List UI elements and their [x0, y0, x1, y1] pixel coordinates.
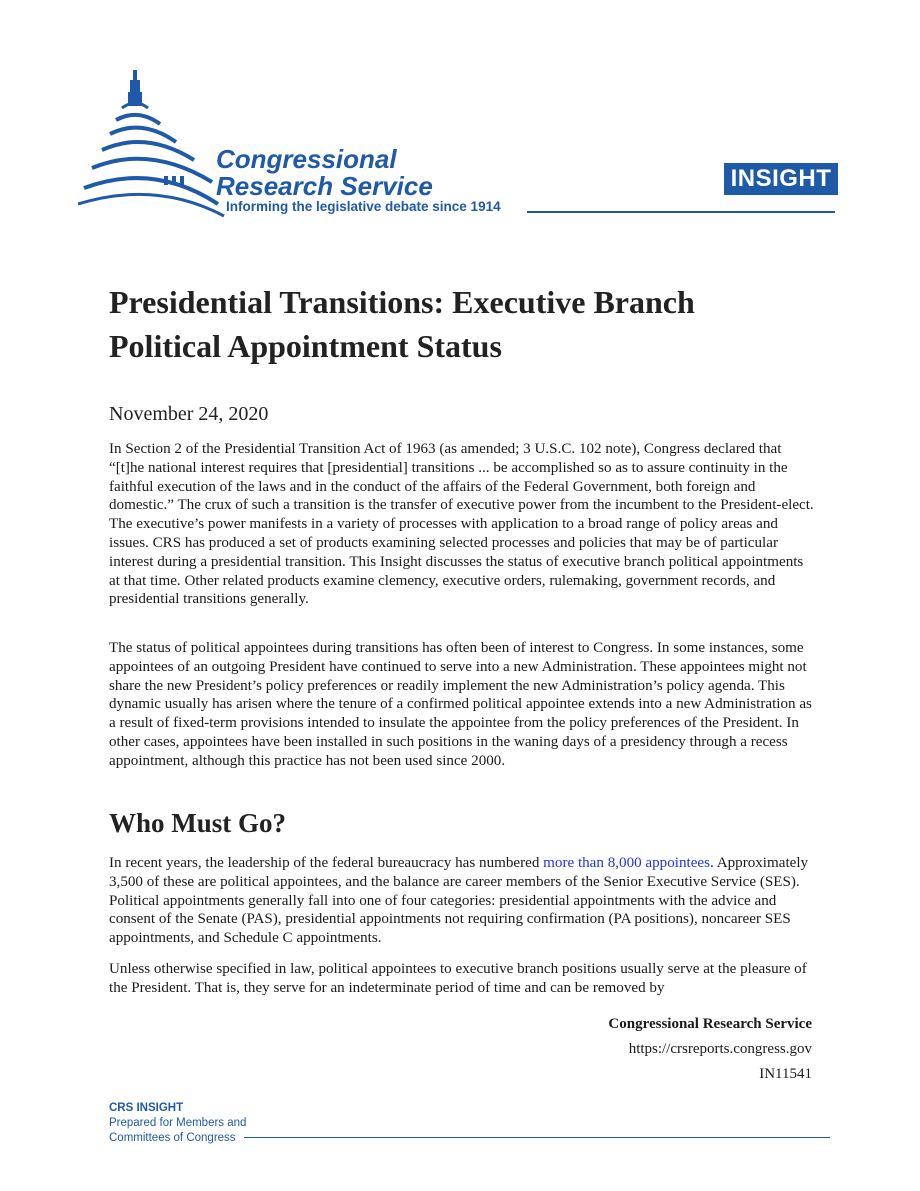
paragraph-text: . Approximately 3,500 of these are political appointees, and the balance are career members of the Senior Executive Service (SES). Political appointments generally fall into one of four categories: presidential appointments with the advice and consent of the Senate (PAS), presidential appointments not requiring confirmation (PA positions), noncareer SES appointments, and Schedule C appointments. — [109, 855, 809, 947]
prepared-line-2: Committees of Congress — [109, 1132, 236, 1144]
series-label: CRS INSIGHT — [109, 1102, 184, 1114]
paragraph-text: In recent years, the leadership of the federal bureaucracy has numbered — [109, 855, 544, 871]
section-heading: Who Must Go? — [109, 808, 287, 838]
footer-series — [109, 1101, 246, 1146]
body-paragraph-2: The status of political appointees during transitions has often been of interest to Congress. In some instances, some appointees of an outgoing President have continued to serve into a new Administration. These appointees might not share the new President’s policy preferences or readily implement the new Administration’s policy agenda. This dynamic usually has arisen where the tenure of a confirmed political appointee extends into a new Administration as a result of fixed-term provisions intended to insulate the appointee from the policy preferences of the President. In other cases, appointees have been installed in such positions in the waning days of a presidency through a recess appointment, although this practice has not been used since 2000. — [109, 640, 812, 769]
org-name-line2: Research Service — [216, 171, 433, 201]
org-tagline: Informing the legislative debate since 1914 — [226, 199, 501, 214]
body-paragraph-1: In Section 2 of the Presidential Transition Act of 1963 (as amended; 3 U.S.C. 102 note), Congress declared that “[t]he national interest requires that [presidential] transitions ... be accomplished so as to assure continuity in the faithful execution of the laws and in the conduct of the affairs of the Federal Government, both foreign and domestic.” The crux of such a transition is the transfer of executive power from the incumbent to the President-elect. The executive’s power manifests in a variety of processes with application to a broad range of policy areas and issues. CRS has produced a set of products examining selected processes and policies that may be of particular interest during a presidential transition. This Insight discusses the status of executive branch political appointments at that time. Other related products examine clemency, executive orders, rulemaking, government records, and presidential transitions generally. — [109, 441, 814, 608]
appointees-link[interactable]: more than 8,000 appointees — [543, 855, 710, 871]
org-name-line1: Congressional — [216, 144, 397, 174]
footer-divider — [244, 1137, 830, 1138]
report-id: IN11541 — [759, 1066, 812, 1082]
prepared-line-1: Prepared for Members and — [109, 1117, 247, 1129]
body-paragraph-4: Unless otherwise specified in law, political appointees to executive branch positions usually serve at the pleasure of the President. That is, they serve for an indeterminate period of time and can be removed by — [109, 961, 807, 996]
footer-url[interactable]: https://crsreports.congress.gov — [628, 1041, 812, 1057]
insight-badge: INSIGHT — [724, 163, 838, 195]
org-name — [216, 146, 433, 200]
header-divider — [527, 211, 835, 213]
body-paragraph-3 — [109, 854, 817, 948]
publication-date: November 24, 2020 — [109, 403, 269, 425]
footer-attribution — [608, 1012, 812, 1087]
capitol-dome-logo — [78, 64, 228, 224]
footer-org: Congressional Research Service — [608, 1016, 812, 1032]
page-title: Presidential Transitions: Executive Branch Political Appointment Status — [109, 284, 695, 364]
